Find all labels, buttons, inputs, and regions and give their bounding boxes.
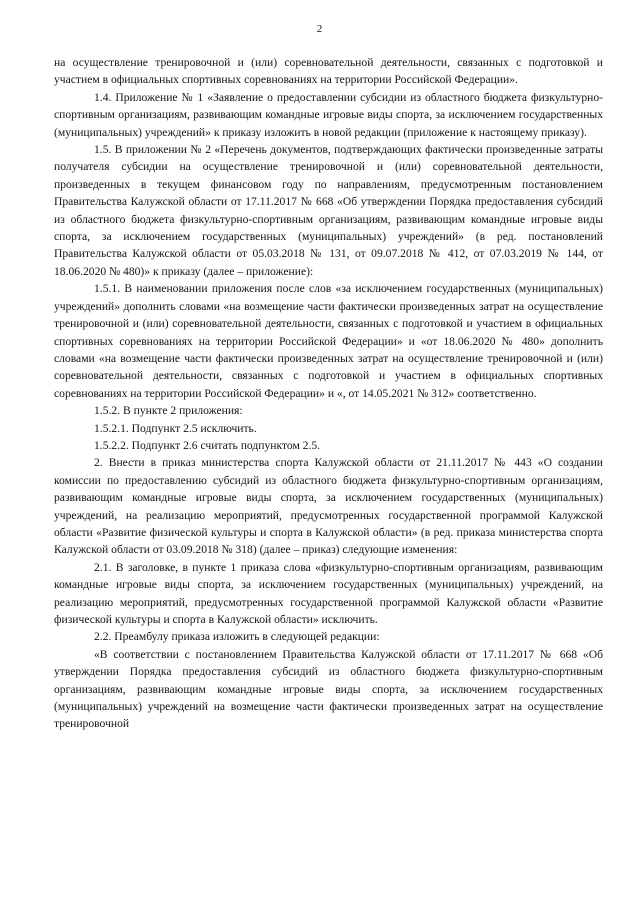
paragraph-1-5-2-1: 1.5.2.1. Подпункт 2.5 исключить. xyxy=(94,421,257,435)
paragraph-1-4: 1.4. Приложение № 1 «Заявление о предоставлении субсидии из областного бюджета физкультурно-спортивным организациям, развивающим командные игровые виды спорта, за исключением государственных (муниципальных) учреждений» к приказу изложить в новой редакции (приложение к настоящему приказу). xyxy=(54,90,603,139)
paragraph-2-1: 2.1. В заголовке, в пункте 1 приказа слова «физкультурно-спортивным организациям, развивающим командные игровые виды спорта, за исключением государственных (муниципальных) учреждений, на реализацию мероприятий, предусмотренных государственной программой Калужской области «Развитие физической культуры и спорта в Калужской области» исключить. xyxy=(54,560,603,626)
paragraph-preamble-quote: «В соответствии с постановлением Правительства Калужской области от 17.11.2017 № 668 «Об утверждении Порядка предоставления субсидий из областного бюджета физкультурно-спортивным организациям, развивающим командные игровые виды спорта, за исключением государственных (муниципальных) учреждений на возмещение части фактически произведенных затрат на осуществление тренировочной xyxy=(54,647,603,731)
page-number: 2 xyxy=(316,23,323,35)
paragraph-1-5-2-2: 1.5.2.2. Подпункт 2.6 считать подпунктом 2.5. xyxy=(94,438,321,452)
paragraph-1-5-2: 1.5.2. В пункте 2 приложения: xyxy=(94,404,243,418)
paragraph-2: 2. Внести в приказ министерства спорта Калужской области от 21.11.2017 № 443 «О создании комиссии по предоставлению субсидий из областного бюджета физкультурно-спортивным организациям, развивающим командные игровые виды спорта, за исключением государственных (муниципальных) учреждений, на реализацию мероприятий, предусмотренных государственной программой Калужской области «Развитие физической культуры и спорта в Калужской области» (в ред. приказа министерства спорта Калужской области от 03.09.2018 № 318) (далее – приказ) следующие изменения: xyxy=(54,456,603,557)
paragraph-2-2: 2.2. Преамбулу приказа изложить в следующей редакции: xyxy=(94,630,380,644)
paragraph-1-5: 1.5. В приложении № 2 «Перечень документов, подтверждающих фактически произведенные затраты получателя субсидии на осуществление тренировочной и (или) соревновательной деятельности, произведенных в текущем финансовом году по направлениям, предусмотренным постановлением Правительства Калужской области от 17.11.2017 № 668 «Об утверждении Порядка предоставления субсидий из областного бюджета физкультурно-спортивным организациям, развивающим командные игровые виды спорта, за исключением государственных (муниципальных) учреждений» (в ред. постановлений Правительства Калужской области от 05.03.2018 № 131, от 09.07.2018 № 412, от 07.03.2019 № 144, от 18.06.2020 № 480)» к приказу (далее – приложение): xyxy=(54,143,603,278)
document-body xyxy=(54,54,603,733)
paragraph-1-5-1: 1.5.1. В наименовании приложения после слов «за исключением государственных (муниципальных) учреждений» дополнить словами «на возмещение части фактически произведенных затрат на осуществление тренировочной и (или) соревновательной деятельности, связанных с подготовкой и участием в официальных спортивных соревнованиях на территории Российской Федерации» и «от 18.06.2020 № 480» дополнить словами «на возмещение части фактически произведенных затрат на осуществление тренировочной и (или) соревновательной деятельности, связанных с подготовкой и участием в официальных спортивных соревнованиях на территории Российской Федерации» и «, от 14.05.2021 № 312» соответственно. xyxy=(54,282,603,400)
paragraph-continuation: на осуществление тренировочной и (или) соревновательной деятельности, связанных с подготовкой и участием в официальных спортивных соревнованиях на территории Российской Федерации». xyxy=(54,56,603,87)
